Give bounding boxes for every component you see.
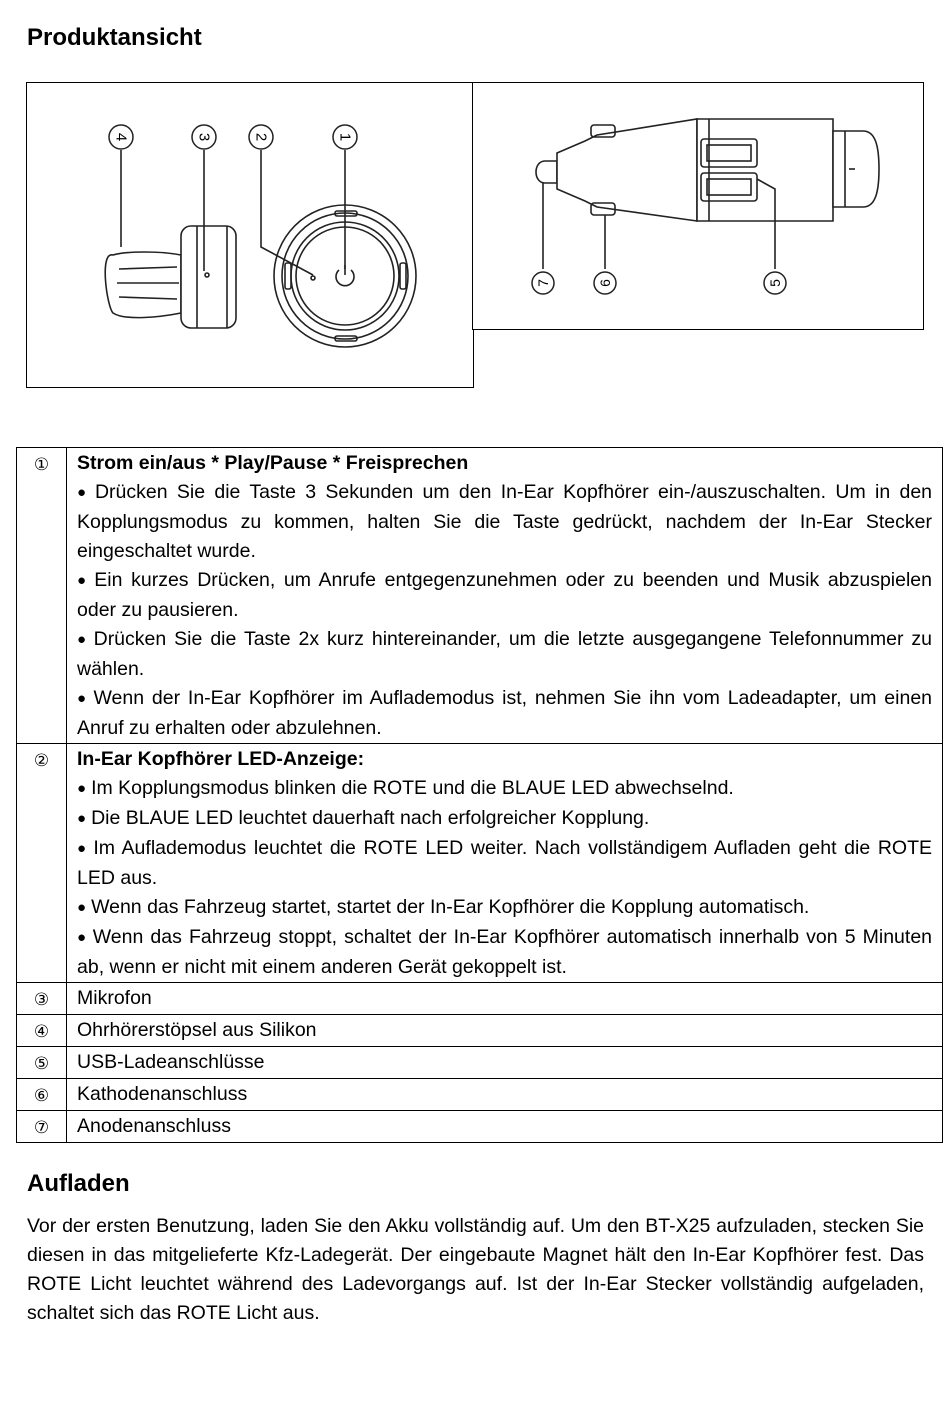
row-title: Strom ein/aus * Play/Pause * Freisprechen <box>77 452 469 474</box>
bullet-icon: ● <box>77 840 89 857</box>
row-number: ⑦ <box>17 1111 67 1143</box>
earbud-illustration <box>27 83 473 387</box>
bullet-icon: ● <box>77 690 89 707</box>
car-charger-illustration <box>473 83 923 329</box>
left-callout-badges <box>109 125 357 149</box>
eartip-shape <box>105 252 181 318</box>
row-content <box>67 744 943 983</box>
bullet-icon: ● <box>77 929 88 946</box>
bullet-icon: ● <box>77 899 87 916</box>
charger-taper-shape <box>557 119 697 221</box>
row-number: ⑤ <box>17 1047 67 1079</box>
bullet-icon: ● <box>77 810 87 827</box>
table-row <box>17 1015 943 1047</box>
charging-paragraph: Vor der ersten Benutzung, laden Sie den Akku vollständig auf. Um den BT-X25 aufzuladen, stecken Sie diesen in das mitgelieferte Kfz-Ladegerät. Der eingebaute Magnet hält den In-Ear Kopfhörer fest. Das ROTE Licht leuchtet während des Ladevorgangs auf. Ist der In-Ear Stecker vollständig aufgeladen, schaltet sich das ROTE Licht aus. <box>27 1215 924 1324</box>
anode-tip-shape <box>536 161 557 183</box>
callout-label-6: 6 <box>597 279 613 287</box>
table-row <box>17 1079 943 1111</box>
callout-label-5: 5 <box>767 279 783 287</box>
table-row <box>17 744 943 983</box>
bullet-item: ● Im Kopplungsmodus blinken die ROTE und die BLAUE LED abwechselnd. <box>77 777 734 799</box>
charger-body-shape <box>697 119 833 221</box>
bullet-item: ● Im Auflademodus leuchtet die ROTE LED weiter. Nach vollständigem Aufladen geht die ROTE LED aus. <box>77 837 933 889</box>
earbud-illustration-panel <box>26 82 474 388</box>
row-title: In-Ear Kopfhörer LED-Anzeige: <box>77 748 365 770</box>
table-row <box>17 448 943 744</box>
section-heading-product-view: Produktansicht <box>27 24 202 51</box>
bullet-item: ● Wenn das Fahrzeug startet, startet der In-Ear Kopfhörer die Kopplung automatisch. <box>77 896 810 918</box>
bullet-item: ● Ein kurzes Drücken, um Anrufe entgegenzunehmen oder zu beenden und Musik abzuspielen oder zu pausieren. <box>77 569 932 621</box>
callout-label-1: 1 <box>336 132 354 142</box>
row-number: ③ <box>17 983 67 1015</box>
bullet-item: ● Wenn der In-Ear Kopfhörer im Auflademodus ist, nehmen Sie ihn vom Ladeadapter, um einen Anruf zu erhalten oder abzulehnen. <box>77 687 933 739</box>
row-label: Kathodenanschluss <box>67 1079 943 1111</box>
bullet-icon: ● <box>77 780 87 797</box>
magnet-cap-shape <box>833 131 879 207</box>
table-row <box>17 983 943 1015</box>
row-number: ⑥ <box>17 1079 67 1111</box>
row-label: Anodenanschluss <box>67 1111 943 1143</box>
bullet-icon: ● <box>77 631 89 648</box>
bullet-icon: ● <box>77 572 90 589</box>
table-row <box>17 1047 943 1079</box>
right-callout-badges <box>532 272 786 294</box>
section-heading-charging: Aufladen <box>27 1170 130 1197</box>
bullet-item: ● Drücken Sie die Taste 2x kurz hintereinander, um die letzte ausgegangene Telefonnummer zu wählen. <box>77 628 933 680</box>
row-label: USB-Ladeanschlüsse <box>67 1047 943 1079</box>
row-number: ① <box>17 448 67 744</box>
table-row <box>17 1111 943 1143</box>
car-charger-illustration-panel <box>472 82 924 330</box>
bullet-item: ● Wenn das Fahrzeug stoppt, schaltet der In-Ear Kopfhörer automatisch innerhalb von 5 Minuten ab, wenn er nicht mit einem anderen Gerät gekoppelt ist. <box>77 926 933 978</box>
bullet-item: ● Drücken Sie die Taste 3 Sekunden um den In-Ear Kopfhörer ein-/auszuschalten. Um in den Kopplungsmodus zu kommen, halten Sie die Taste gedrückt, nachdem der In-Ear Stecker eingeschaltet wurde. <box>77 481 933 562</box>
parts-description-table <box>16 447 943 1143</box>
row-number: ② <box>17 744 67 983</box>
callout-label-4: 4 <box>112 132 130 142</box>
callout-label-2: 2 <box>252 132 270 142</box>
bullet-icon: ● <box>77 484 90 501</box>
callout-label-7: 7 <box>535 279 551 287</box>
row-label: Mikrofon <box>67 983 943 1015</box>
bullet-item: ● Die BLAUE LED leuchtet dauerhaft nach erfolgreicher Kopplung. <box>77 807 650 829</box>
row-label: Ohrhörerstöpsel aus Silikon <box>67 1015 943 1047</box>
row-content <box>67 448 943 744</box>
row-number: ④ <box>17 1015 67 1047</box>
callout-label-3: 3 <box>195 132 213 142</box>
